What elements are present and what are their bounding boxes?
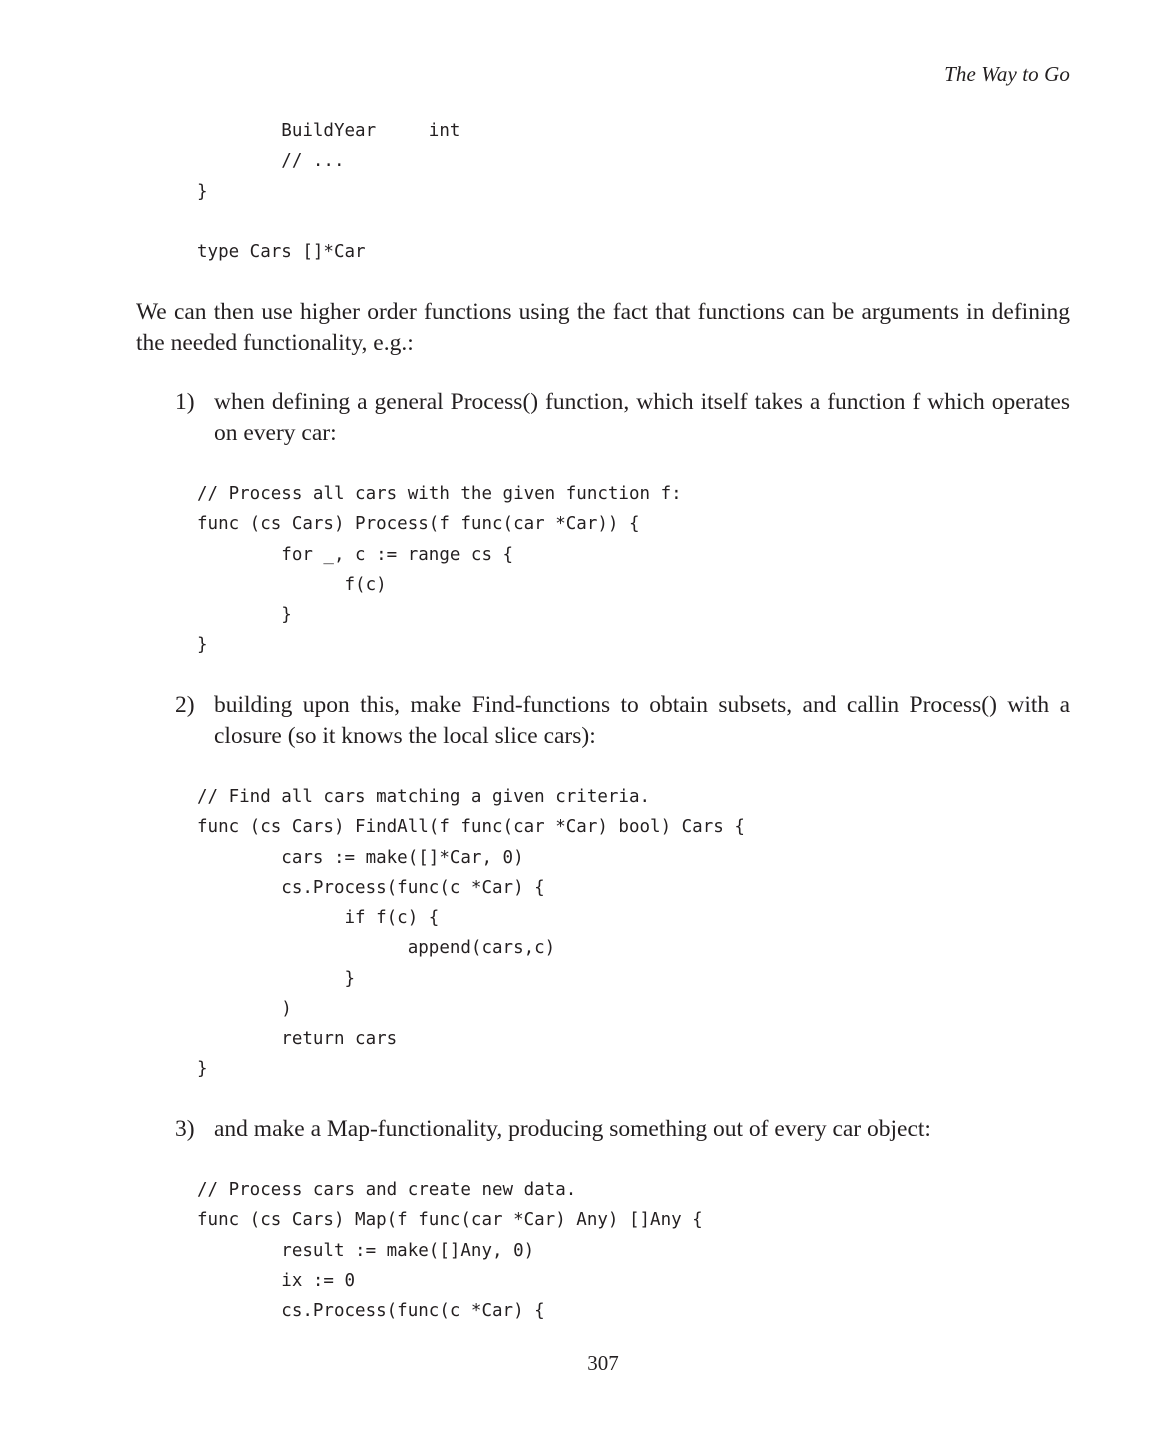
code-line: for _, c := range cs { (197, 544, 514, 565)
code-line: // ... (197, 151, 345, 172)
code-block-map (197, 1175, 703, 1326)
code-line: } (197, 635, 208, 656)
code-line: f(c) (197, 574, 387, 595)
code-block-car-struct (197, 116, 460, 267)
code-line: } (197, 1059, 208, 1080)
list-item-text: when defining a general Process() function, which itself takes a function f which operates on every car: (214, 389, 1070, 446)
code-line (197, 207, 460, 237)
code-line: cs.Process(func(c *Car) { (197, 1301, 545, 1321)
code-line: } (197, 181, 208, 202)
code-block-process (197, 479, 682, 661)
code-line: } (197, 605, 292, 625)
code-line: if f(c) { (197, 908, 440, 928)
code-line: // Process cars and create new data. (197, 1180, 577, 1200)
list-item-number: 2) (175, 692, 195, 718)
code-block-findall (197, 782, 745, 1085)
code-line: cs.Process(func(c *Car) { (197, 877, 545, 898)
code-line: ) (197, 998, 292, 1019)
code-line: result := make([]Any, 0) (197, 1240, 535, 1261)
list-item-1 (175, 387, 1070, 448)
code-line: // Find all cars matching a given criteria. (197, 787, 651, 807)
list-item-text: and make a Map-functionality, producing something out of every car object: (214, 1116, 931, 1142)
code-line: append(cars,c) (197, 938, 556, 959)
list-item-text: building upon this, make Find-functions to obtain subsets, and callin Process() with a closure (so it knows the local slice cars): (214, 692, 1070, 749)
list-item-2 (175, 690, 1070, 751)
list-item-number: 1) (175, 389, 195, 415)
list-item-3 (175, 1114, 1070, 1145)
page-number: 307 (587, 1351, 619, 1375)
running-head: The Way to Go (944, 62, 1070, 86)
code-line: return cars (197, 1029, 398, 1049)
code-line: BuildYear int (197, 121, 461, 141)
code-line: type Cars []*Car (197, 242, 366, 262)
code-line: cars := make([]*Car, 0) (197, 847, 524, 868)
code-line: func (cs Cars) Process(f func(car *Car)) { (197, 514, 640, 535)
code-line: // Process all cars with the given function f: (197, 484, 682, 504)
list-item-number: 3) (175, 1116, 195, 1142)
code-line: } (197, 968, 356, 989)
code-line: ix := 0 (197, 1270, 356, 1291)
code-line: func (cs Cars) Map(f func(car *Car) Any) []Any { (197, 1210, 703, 1231)
code-line: func (cs Cars) FindAll(f func(car *Car) bool) Cars { (197, 817, 745, 838)
intro-paragraph: We can then use higher order functions using the fact that functions can be arguments in defining the needed functionality, e.g.: (136, 299, 1070, 356)
